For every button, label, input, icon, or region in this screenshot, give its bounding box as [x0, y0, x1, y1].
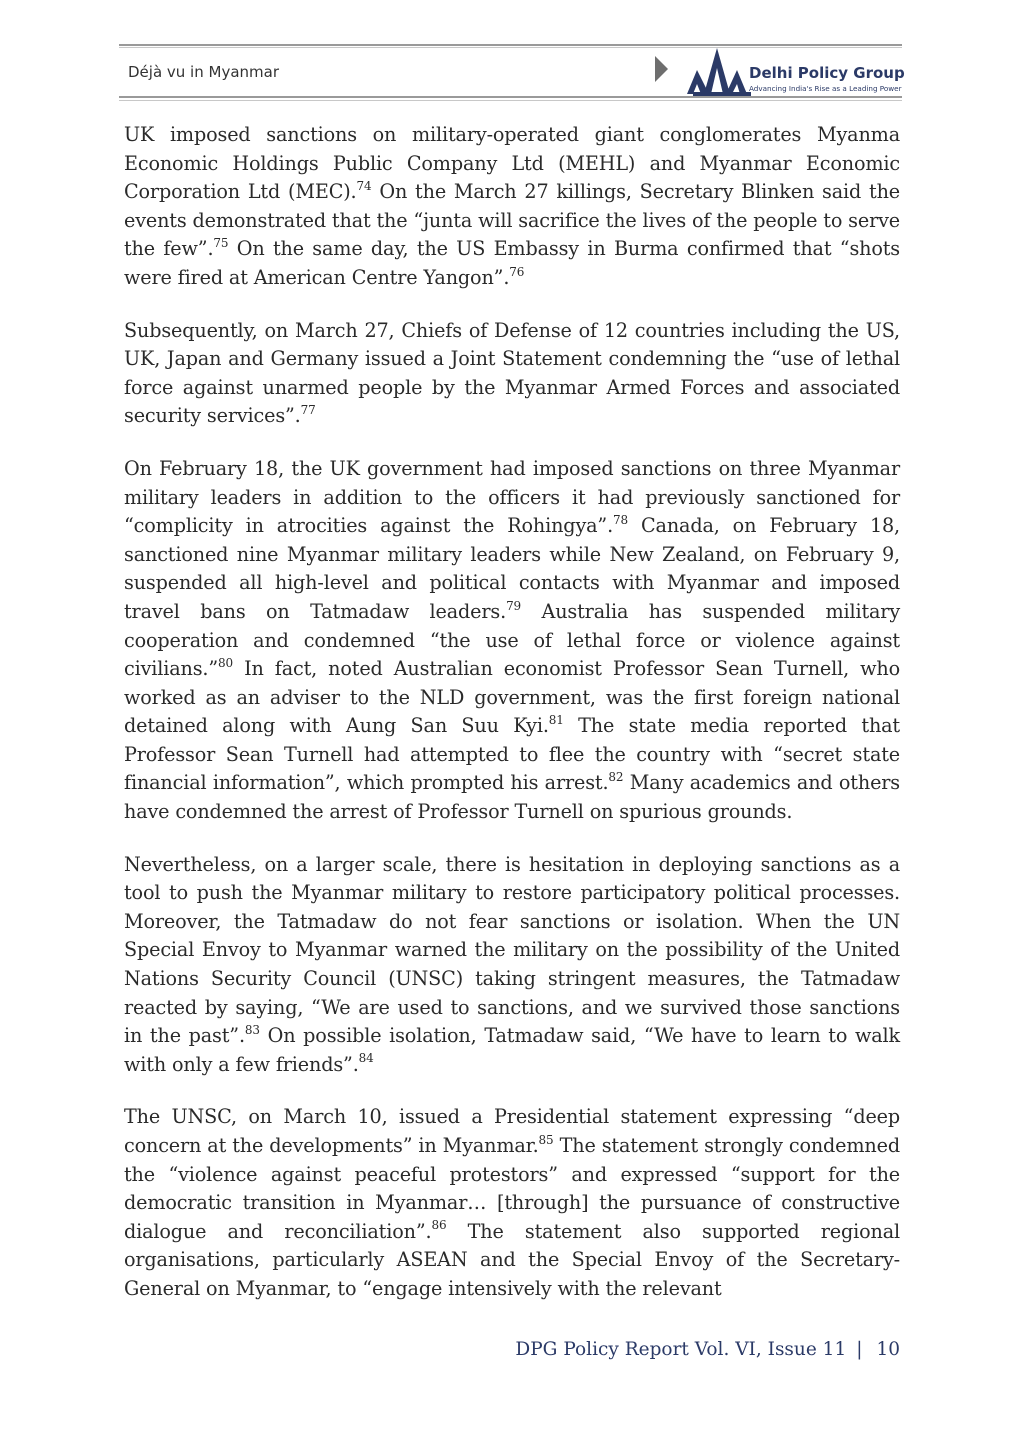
paragraph-text: The statement strongly condemned the “violence against peaceful protestors” and expressed “support for the democratic transition in Myanmar… [through] the pursuance of constructive dialogue and reconciliation”.: [124, 1134, 900, 1243]
paragraph-text: On February 18, the UK government had imposed sanctions on three Myanmar military leaders in addition to the officers it had previously sanctioned for “complicity in atrocities against the Rohingya”.: [124, 456, 900, 538]
body-paragraph: [124, 851, 900, 1080]
body-paragraph: [124, 1103, 900, 1303]
body-paragraph: [124, 317, 900, 431]
footnote-ref[interactable]: 80: [218, 655, 234, 670]
logo-wordmark: Delhi Policy Group: [749, 64, 905, 82]
footer-report-title: DPG Policy Report Vol. VI, Issue 11: [515, 1339, 847, 1360]
header-rule-bottom: [119, 96, 902, 98]
page-number: 10: [876, 1339, 900, 1360]
header-rule-bottom-thin: [119, 100, 902, 101]
paragraph-text: Australia has suspended military cooperation and condemned “the use of lethal force or violence against civilians.”: [124, 599, 901, 681]
footnote-ref[interactable]: 85: [538, 1132, 554, 1147]
paragraph-text: On the March 27 killings, Secretary Blinken said the events demonstrated that the “junta will sacrifice the lives of the people to serve the few”.: [124, 180, 900, 261]
logo-tagline: Advancing India's Rise as a Leading Power: [749, 84, 902, 93]
dpg-emblem-icon: [687, 48, 751, 96]
page-header: [119, 44, 905, 100]
play-marker-icon: [655, 56, 668, 82]
paragraph-text: In fact, noted Australian economist Professor Sean Turnell, who worked as an adviser to the NLD government, was the first foreign national detained along with Aung San Suu Kyi.: [124, 657, 900, 738]
footnote-ref[interactable]: 82: [608, 770, 624, 785]
footnote-ref[interactable]: 74: [356, 178, 372, 193]
body-text: [124, 121, 900, 1328]
paragraph-text: Nevertheless, on a larger scale, there is hesitation in deploying sanctions as a tool to push the Myanmar military to restore participatory political processes. Moreover, the Tatmadaw do not fear sanctions or isolation. When the UN Special Envoy to Myanmar warned the military on the possibility of the United Nations Security Council (UNSC) taking stringent measures, the Tatmadaw reacted by saying, “We are used to sanctions, and we survived those sanctions in the past”.: [124, 852, 900, 1048]
paragraph-text: The UNSC, on March 10, issued a Presidential statement expressing “deep concern at the developments” in Myanmar.: [124, 1105, 900, 1157]
footnote-ref[interactable]: 81: [548, 712, 564, 727]
body-paragraph: [124, 455, 900, 827]
footnote-ref[interactable]: 76: [509, 264, 525, 279]
paragraph-text: Canada, on February 18, sanctioned nine Myanmar military leaders while New Zealand, on February 9, suspended all high-level and political contacts with Myanmar and imposed travel bans on Tatmadaw leaders.: [124, 514, 901, 623]
paragraph-text: The statement also supported regional organisations, particularly ASEAN and the Special Envoy of the Secretary-General on Myanmar, to “engage intensively with the relevant: [124, 1219, 900, 1300]
footnote-ref[interactable]: 83: [244, 1022, 260, 1037]
header-rule-top: [119, 44, 902, 46]
page-footer: [515, 1339, 900, 1360]
paragraph-text: On possible isolation, Tatmadaw said, “We have to learn to walk with only a few friends”.: [124, 1024, 900, 1076]
paragraph-text: Subsequently, on March 27, Chiefs of Defense of 12 countries including the US, UK, Japan and Germany issued a Joint Statement condemning the “use of lethal force against unarmed people by the Myanmar Armed Forces and associated security services”.: [124, 318, 900, 428]
footnote-ref[interactable]: 75: [213, 235, 229, 250]
paragraph-text: On the same day, the US Embassy in Burma confirmed that “shots were fired at American Centre Yangon”.: [124, 237, 901, 289]
footer-separator: |: [856, 1339, 863, 1360]
footnote-ref[interactable]: 86: [431, 1218, 447, 1233]
paragraph-text: The state media reported that Professor Sean Turnell had attempted to flee the country with “secret state financial information”, which prompted his arrest.: [124, 714, 900, 795]
running-title: Déjà vu in Myanmar: [128, 63, 279, 81]
footnote-ref[interactable]: 78: [613, 512, 629, 527]
footnote-ref[interactable]: 84: [358, 1051, 374, 1066]
body-paragraph: [124, 121, 900, 293]
paragraph-text: Many academics and others have condemned the arrest of Professor Turnell on spurious grounds.: [124, 771, 900, 824]
footnote-ref[interactable]: 79: [506, 598, 522, 613]
footnote-ref[interactable]: 77: [300, 402, 316, 417]
paragraph-text: UK imposed sanctions on military-operated giant conglomerates Myanma Economic Holdings Public Company Ltd (MEHL) and Myanmar Economic Corporation Ltd (MEC).: [124, 123, 900, 204]
